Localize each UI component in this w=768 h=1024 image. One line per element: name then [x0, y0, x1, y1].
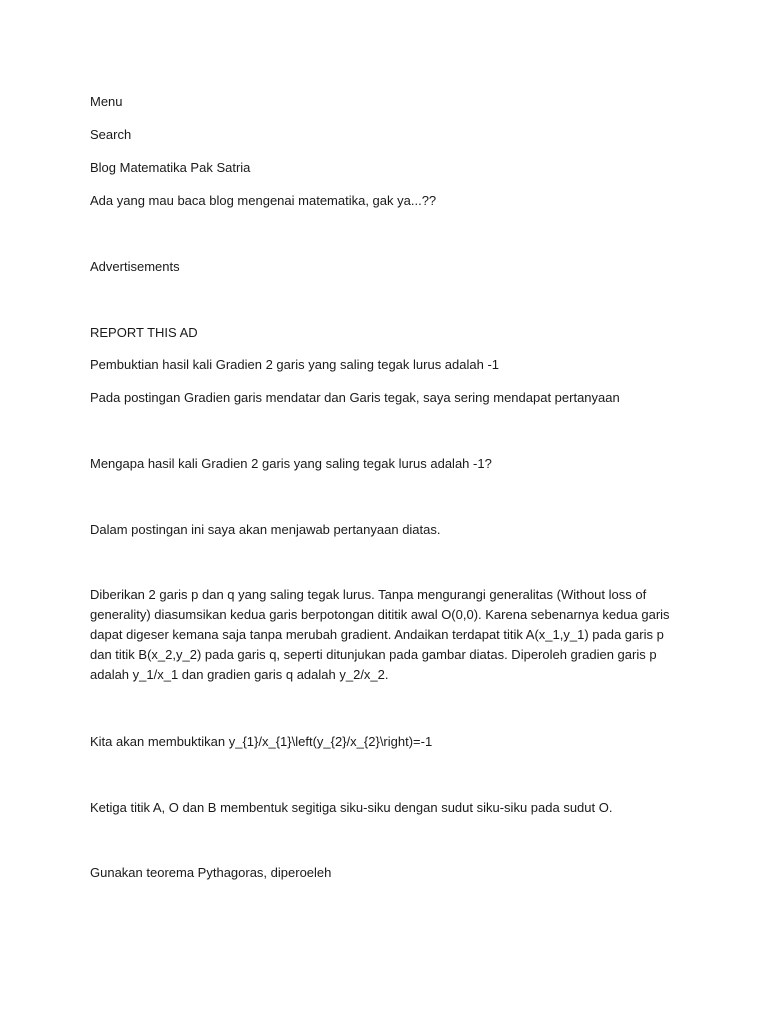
post-paragraph: Kita akan membuktikan y_{1}/x_{1}\left(y_{2}/x_{2}\right)=-1: [90, 734, 433, 749]
advertisements-label: Advertisements: [90, 259, 180, 274]
report-ad-link[interactable]: REPORT THIS AD: [90, 325, 198, 340]
menu-link[interactable]: Menu: [90, 94, 123, 109]
site-title[interactable]: Blog Matematika Pak Satria: [90, 160, 251, 175]
post-paragraph: Diberikan 2 garis p dan q yang saling tegak lurus. Tanpa mengurangi generalitas (Without loss of generality) diasumsikan kedua garis berpotongan dititik awal O(0,0). Karena sebenarnya kedua garis dapat digeser kemana saja tanpa merubah gradient. Andaikan terdapat titik A(x_1,y_1) pada garis p dan titik B(x_2,y_2) pada garis q, seperti ditunjukan pada gambar diatas. Diperoleh gradien garis p adalah y_1/x_1 dan gradien garis q adalah y_2/x_2.: [90, 587, 670, 682]
post-paragraph: Gunakan teorema Pythagoras, diperoeleh: [90, 865, 332, 880]
post-paragraph: Dalam postingan ini saya akan menjawab pertanyaan diatas.: [90, 522, 441, 537]
post-paragraph: Ketiga titik A, O dan B membentuk segitiga siku-siku dengan sudut siku-siku pada sudut O.: [90, 800, 613, 815]
post-paragraph: Pada postingan Gradien garis mendatar dan Garis tegak, saya sering mendapat pertanyaan: [90, 390, 620, 405]
search-link[interactable]: Search: [90, 127, 132, 142]
post-paragraph: Mengapa hasil kali Gradien 2 garis yang saling tegak lurus adalah -1?: [90, 456, 492, 471]
site-tagline: Ada yang mau baca blog mengenai matematika, gak ya...??: [90, 193, 437, 208]
post-title: Pembuktian hasil kali Gradien 2 garis yang saling tegak lurus adalah -1: [90, 357, 500, 372]
